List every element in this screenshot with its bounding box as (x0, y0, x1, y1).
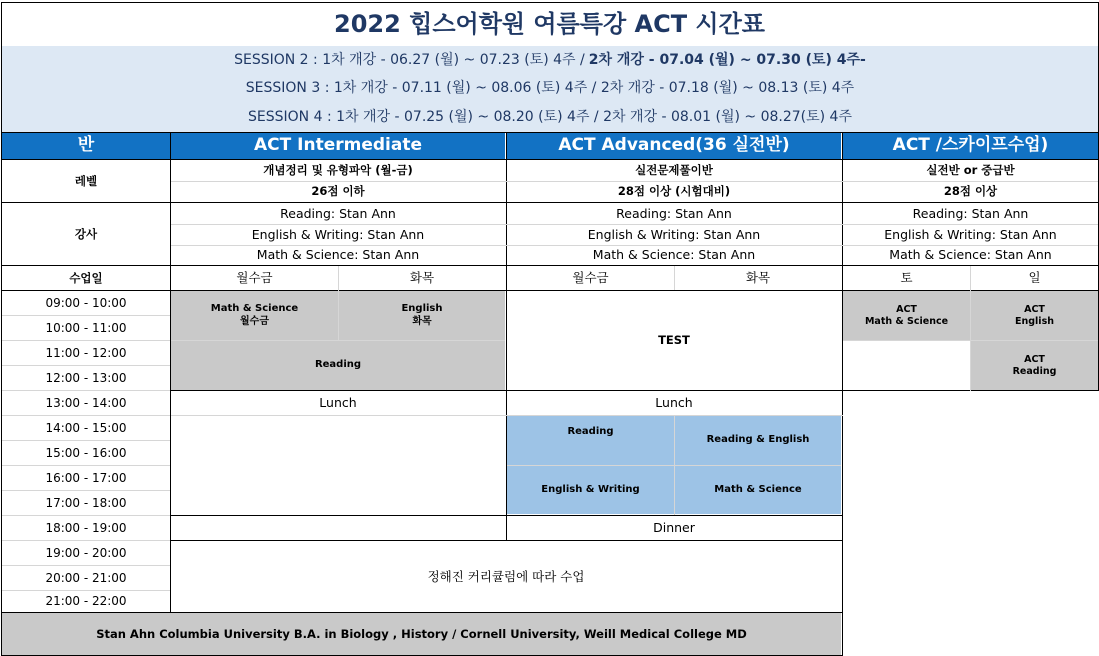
time-slot: 20:00 - 21:00 (45, 570, 127, 585)
instructor-adv-math: Math & Science: Stan Ann (592, 247, 756, 263)
header-skype: ACT /스카이프수업) (843, 133, 1098, 159)
days-adv-b: 화목 (745, 270, 771, 286)
days-int-a: 월수금 (236, 270, 273, 286)
time-slot: 17:00 - 18:00 (45, 495, 127, 510)
block-label: Math & Science (210, 303, 299, 314)
block-label: ACT (1024, 303, 1045, 315)
instructor-int-math: Math & Science: Stan Ann (256, 247, 420, 263)
header-intermediate: ACT Intermediate (171, 133, 505, 159)
time-slot: 10:00 - 11:00 (45, 320, 127, 335)
block-adv-test: TEST (658, 333, 690, 348)
block-sky-sun-english (971, 291, 1098, 340)
block-adv-reading-english: Reading & English (675, 416, 841, 465)
block-sky-sat (843, 291, 970, 340)
block-label: ACT (1024, 353, 1045, 365)
days-int-b: 화목 (409, 270, 435, 286)
block-curriculum: 정해진 커리큘럼에 따라 수업 (427, 568, 585, 584)
days-sky-b: 일 (1028, 270, 1041, 286)
days-adv-a: 월수금 (572, 270, 609, 286)
block-int-reading: Reading (171, 341, 505, 390)
instructor-label: 강사 (74, 226, 98, 241)
time-slot: 12:00 - 13:00 (45, 370, 127, 385)
block-subject: English (1015, 315, 1054, 327)
instructor-sky-math: Math & Science: Stan Ann (889, 247, 1052, 263)
block-subject: Math & Science (864, 315, 949, 327)
level-int-1: 개념정리 및 유형파악 (월-금) (263, 163, 413, 178)
time-slot: 18:00 - 19:00 (45, 520, 127, 535)
session-3: SESSION 3 : 1차 개강 - 07.11 (월) ~ 08.06 (토) 4주 / 2차 개강 - 07.18 (월) ~ 08.13 (토) 4주 (245, 80, 855, 97)
time-slot: 15:00 - 16:00 (45, 445, 127, 460)
page-title: 2022 힙스어학원 여름특강 ACT 시간표 (334, 10, 765, 38)
block-label: ACT (896, 303, 917, 315)
block-adv-lunch: Lunch (655, 395, 693, 411)
instructor-int-reading: Reading: Stan Ann (280, 205, 396, 221)
block-adv-reading: Reading (507, 416, 674, 465)
time-slot: 11:00 - 12:00 (45, 345, 127, 360)
level-sky-1: 실전반 or 중급반 (926, 163, 1015, 178)
instructor-adv-reading: Reading: Stan Ann (616, 205, 732, 221)
time-slot: 14:00 - 15:00 (45, 420, 127, 435)
instructor-sky-english: English & Writing: Stan Ann (884, 226, 1057, 242)
block-adv-dinner: Dinner (653, 520, 695, 536)
block-int-english (339, 291, 505, 340)
block-int-lunch: Lunch (319, 395, 357, 411)
instructor-adv-english: English & Writing: Stan Ann (587, 226, 761, 242)
block-days: 월수금 (240, 315, 269, 327)
level-int-2: 26점 이하 (311, 184, 365, 199)
footer-instructor-bio: Stan Ahn Columbia University B.A. in Biology , History / Cornell University, Weill Medical College MD (2, 613, 841, 655)
level-adv-1: 실전문제풀이반 (635, 163, 713, 178)
days-label: 수업일 (69, 270, 103, 285)
block-label: English (401, 303, 443, 314)
level-label: 레벨 (74, 173, 98, 188)
time-slot: 19:00 - 20:00 (45, 545, 127, 560)
block-subject: Reading (1012, 365, 1057, 377)
block-days: 화목 (412, 315, 432, 327)
time-slot: 16:00 - 17:00 (45, 470, 127, 485)
block-int-math-science (171, 291, 338, 340)
block-sky-sun-reading (971, 341, 1098, 390)
session-2-bold: 2차 개강 - 07.04 (월) ~ 07.30 (토) 4주- (588, 52, 866, 69)
header-advanced: ACT Advanced(36 실전반) (507, 133, 841, 159)
header-class: 반 (2, 133, 170, 159)
session-4: SESSION 4 : 1차 개강 - 07.25 (월) ~ 08.20 (토) 4주 / 2차 개강 - 08.01 (월) ~ 08.27(토) 4주 (248, 109, 852, 126)
block-adv-english-writing: English & Writing (507, 466, 674, 514)
time-slot: 21:00 - 22:00 (45, 594, 127, 608)
level-sky-2: 28점 이상 (943, 184, 998, 199)
session-2 (2, 48, 1098, 74)
time-slot: 09:00 - 10:00 (45, 295, 127, 310)
time-slot: 13:00 - 14:00 (45, 395, 127, 410)
block-adv-math-science: Math & Science (675, 466, 841, 514)
instructor-sky-reading: Reading: Stan Ann (912, 205, 1029, 221)
level-adv-2: 28점 이상 (시험대비) (617, 184, 731, 199)
days-sky-a: 토 (900, 270, 913, 286)
session-2-normal: SESSION 2 : 1차 개강 - 06.27 (월) ~ 07.23 (토) 4주 / (234, 52, 585, 69)
instructor-int-english: English & Writing: Stan Ann (251, 226, 425, 242)
